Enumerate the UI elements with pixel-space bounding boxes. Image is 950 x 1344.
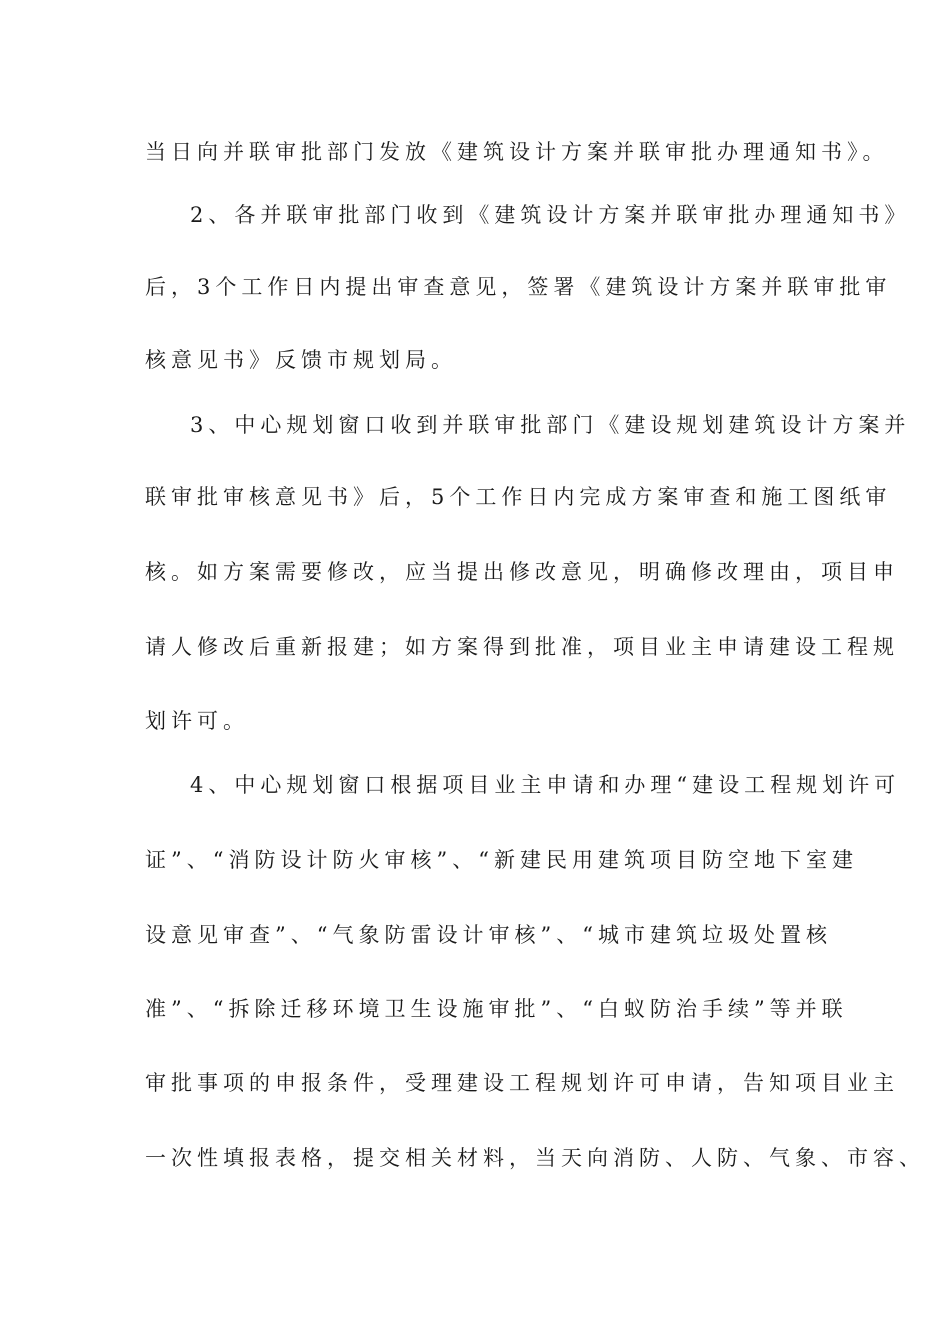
- text-line: 3、中心规划窗口收到并联审批部门《建设规划建筑设计方案并: [190, 413, 911, 437]
- text-line: 核。如方案需要修改，应当提出修改意见，明确修改理由，项目申: [145, 560, 899, 584]
- text-line: 准”、“拆除迁移环境卫生设施审批”、“白蚁防治手续”等并联: [145, 997, 848, 1021]
- text-line: 后，3个工作日内提出审查意见，签署《建筑设计方案并联审批审: [145, 275, 892, 299]
- text-line: 2、各并联审批部门收到《建筑设计方案并联审批办理通知书》: [190, 203, 911, 227]
- text-line: 审批事项的申报条件，受理建设工程规划许可申请，告知项目业主: [145, 1071, 899, 1095]
- text-line: 证”、“消防设计防火审核”、“新建民用建筑项目防空地下室建: [145, 848, 858, 872]
- text-line: 一次性填报表格，提交相关材料，当天向消防、人防、气象、市容、: [145, 1146, 925, 1170]
- text-line: 核意见书》反馈市规划局。: [145, 348, 457, 372]
- text-line: 当日向并联审批部门发放《建筑设计方案并联审批办理通知书》。: [145, 140, 889, 164]
- text-line: 4、中心规划窗口根据项目业主申请和办理“建设工程规划许可: [190, 773, 901, 797]
- text-line: 请人修改后重新报建；如方案得到批准，项目业主申请建设工程规: [145, 635, 899, 659]
- text-line: 设意见审查”、“气象防雷设计审核”、“城市建筑垃圾处置核: [145, 923, 832, 947]
- text-line: 划许可。: [145, 709, 249, 733]
- text-line: 联审批审核意见书》后，5个工作日内完成方案审查和施工图纸审: [145, 485, 892, 509]
